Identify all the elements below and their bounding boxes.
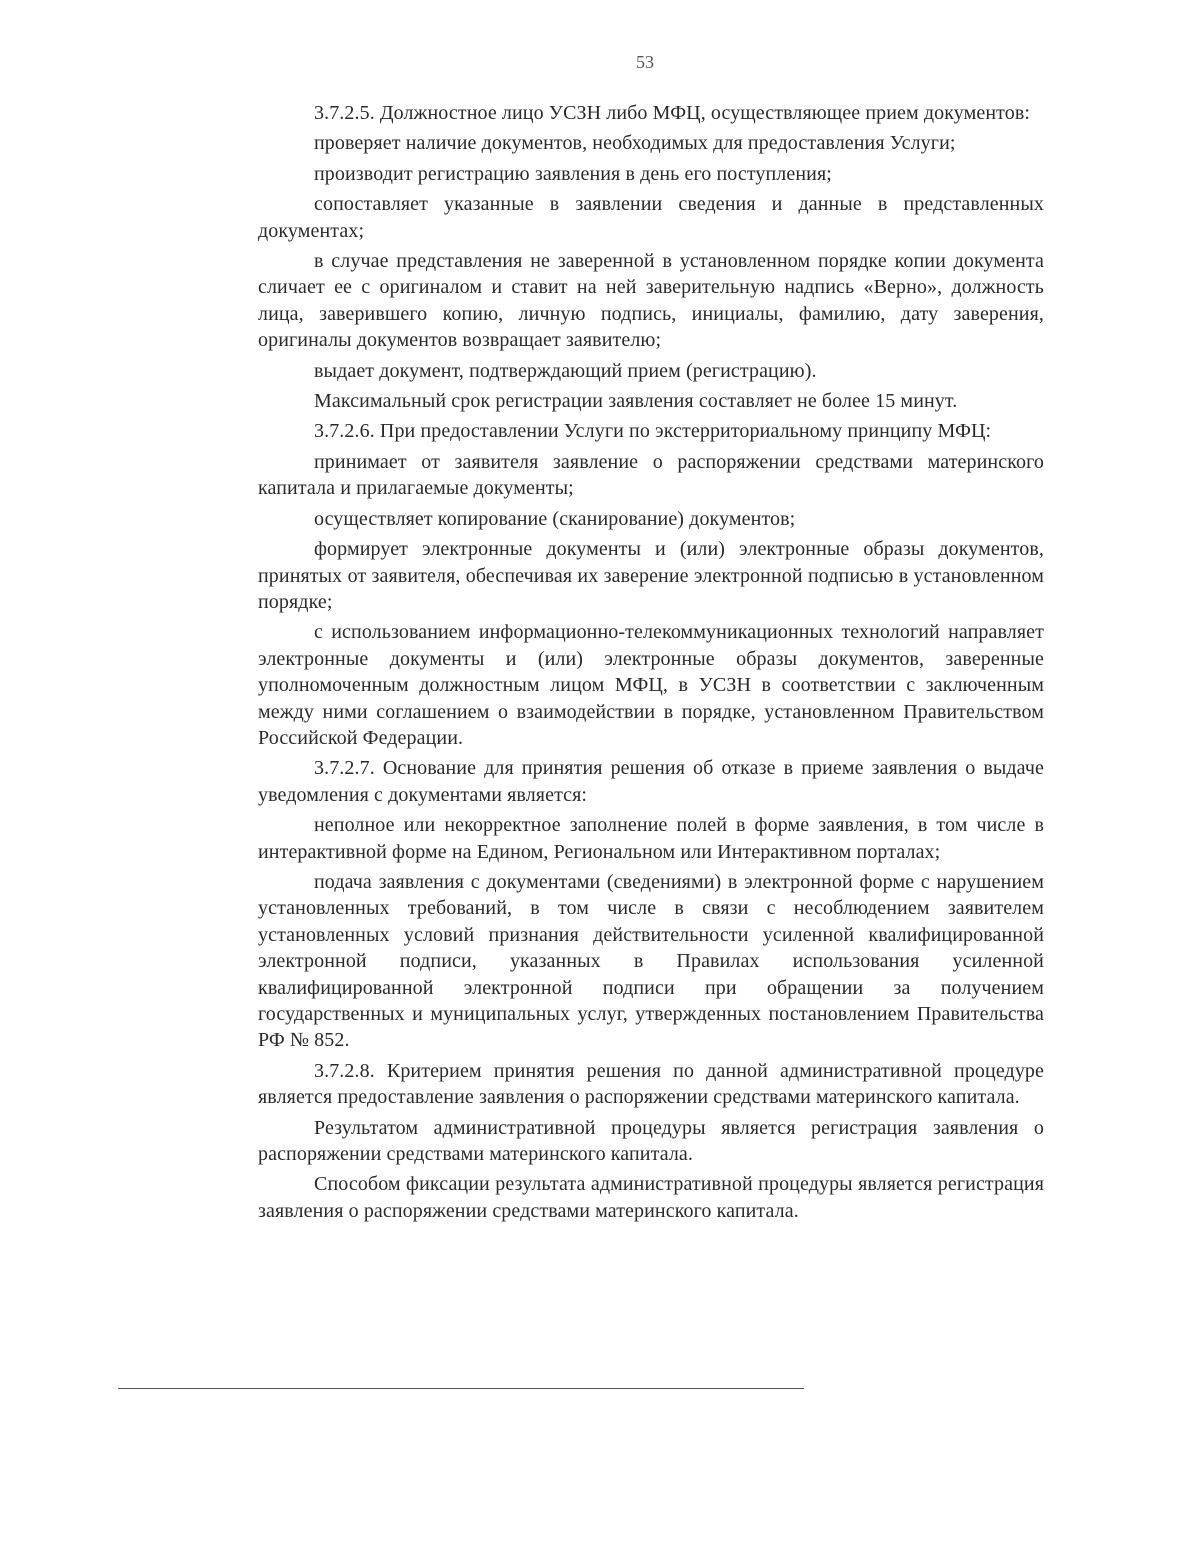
list-item: принимает от заявителя заявление о распоряжении средствами материнского капитала и прилагаемые документы; bbox=[258, 450, 1044, 500]
list-item: в случае представления не заверенной в установленном порядке копии документа сличает ее с оригиналом и ставит на ней заверительную надпись «Верно», должность лица, заверившего копию, личную подпись, инициалы, фамилию, дату заверения, оригиналы документов возвращает заявителю; bbox=[258, 250, 1044, 352]
paragraph-max-term: Максимальный срок регистрации заявления составляет не более 15 минут. bbox=[314, 390, 958, 413]
page-number: 53 bbox=[636, 52, 654, 72]
list-item: формирует электронные документы и (или) электронные образы документов, принятых от заявителя, обеспечивая их заверение электронной подписью в установленном порядке; bbox=[258, 538, 1044, 613]
paragraph-fixation: Способом фиксации результата административной процедуры является регистрация заявления о распоряжении средствами материнского капитала. bbox=[258, 1173, 1044, 1222]
paragraph-3-7-2-7: 3.7.2.7. Основание для принятия решения об отказе в приеме заявления о выдаче уведомления с документами является: bbox=[258, 757, 1044, 806]
list-item: осуществляет копирование (сканирование) документов; bbox=[314, 507, 796, 530]
list-item: сопоставляет указанные в заявлении сведения и данные в представленных документах; bbox=[258, 193, 1044, 242]
list-item: выдает документ, подтверждающий прием (регистрацию). bbox=[314, 359, 817, 382]
list-item: подача заявления с документами (сведениями) в электронной форме с нарушением установленных требований, в том числе в связи с несоблюдением заявителем установленных условий признания действительности усиленной квалифицированной электронной подписи, указанных в Правилах использования усиленной квалифицированной электронной подписи при обращении за получением государственных и муниципальных услуг, утвержденных постановлением Правительства РФ № 852. bbox=[258, 870, 1044, 1052]
list-item: с использованием информационно-телекоммуникационных технологий направляет электронные документы и (или) электронные образы документов, заверенные уполномоченным должностным лицом МФЦ, в УСЗН в соответствии с заключенным между ними соглашением о взаимодействии в порядке, установленном Правительством Российской Федерации. bbox=[258, 621, 1044, 749]
paragraph-result: Результатом административной процедуры является регистрация заявления о распоряжении средствами материнского капитала. bbox=[258, 1116, 1044, 1166]
list-item: неполное или некорректное заполнение полей в форме заявления, в том числе в интерактивной форме на Едином, Региональном или Интерактивном порталах; bbox=[258, 814, 1044, 863]
list-item: проверяет наличие документов, необходимых для предоставления Услуги; bbox=[314, 132, 956, 155]
paragraph-3-7-2-8: 3.7.2.8. Критерием принятия решения по данной административной процедуре является предоставление заявления о распоряжении средствами материнского капитала. bbox=[258, 1059, 1044, 1109]
paragraph-3-7-2-6: 3.7.2.6. При предоставлении Услуги по экстерриториальному принципу МФЦ: bbox=[314, 420, 992, 443]
list-item: производит регистрацию заявления в день его поступления; bbox=[314, 162, 832, 185]
paragraph-3-7-2-5: 3.7.2.5. Должностное лицо УСЗН либо МФЦ, осуществляющее прием документов: bbox=[314, 102, 1031, 124]
footer-rule bbox=[118, 1388, 804, 1389]
document-body bbox=[258, 100, 1044, 1228]
